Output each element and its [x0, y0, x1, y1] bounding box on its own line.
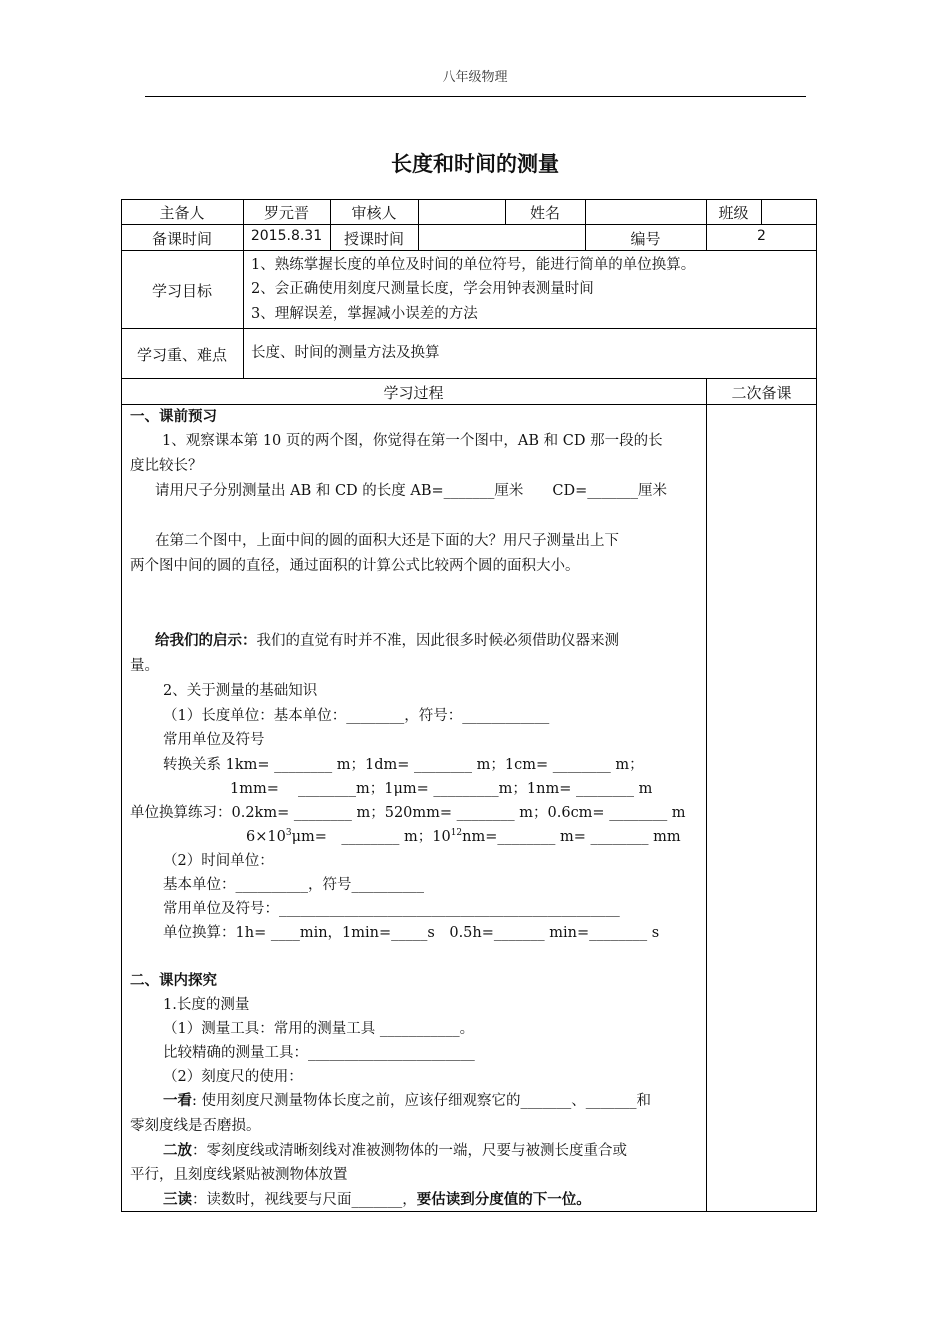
header-divider [145, 96, 806, 97]
prep-time-label: 备课时间 [151, 230, 212, 248]
focus-label: 学习重、难点 [136, 346, 227, 364]
text-line: （2）时间单位： [163, 853, 274, 869]
prep-time-value: 2015.8.31 [250, 228, 323, 244]
read-text: ：读数时，视线要与尺面_______， [192, 1192, 417, 1208]
blank-line: （1）长度单位：基本单位：________，符号：____________ [163, 708, 550, 724]
hint-line [155, 632, 619, 650]
lead-label: 主备人 [159, 204, 205, 222]
place-label: 二放 [163, 1143, 192, 1159]
col-divider [243, 199, 244, 378]
expr-exponent: 3 [285, 828, 292, 839]
expr-base: 6×10 [246, 829, 286, 845]
text-line: （2）刻度尺的使用： [163, 1069, 303, 1085]
row-divider [121, 404, 817, 405]
blank-line: 比较精确的测量工具：_______________________ [163, 1045, 475, 1061]
look-text: : 使用刻度尺测量物体长度之前，应该仔细观察它的_______、_______和 [192, 1093, 651, 1109]
read-label: 三读 [163, 1192, 192, 1208]
expr-mid: μm= ________ m；10 [291, 829, 451, 845]
place-line [163, 1142, 627, 1160]
hint-label: 给我们的启示： [155, 633, 257, 649]
text-line: 度比较长？ [130, 458, 203, 474]
blank-line: 基本单位：__________，符号__________ [163, 877, 424, 893]
text-line: 零刻度线是否磨损。 [130, 1118, 261, 1134]
place-text: ：零刻度线或清晰刻线对准被测物体的一端，尺要与被测长度重合或 [192, 1143, 627, 1159]
read-emphasis: 要估读到分度值的下一位。 [416, 1192, 591, 1208]
text-line: 在第二个图中，上面中间的圆的面积大还是下面的大？用尺子测量出上下 [155, 533, 619, 549]
col-divider [418, 199, 419, 250]
focus-value: 长度、时间的测量方法及换算 [251, 345, 440, 361]
number-value: 2 [757, 228, 766, 244]
section-heading: 二、课内探究 [130, 973, 217, 989]
blank-line: （1）测量工具：常用的测量工具 ___________。 [163, 1021, 475, 1037]
goal-item: 1、熟练掌握长度的单位及时间的单位符号，能进行简单的单位换算。 [251, 257, 696, 273]
reviewer-label: 审核人 [351, 204, 397, 222]
text-line: 平行，且刻度线紧贴被测物体放置 [130, 1167, 348, 1183]
expr-post: nm=________ m= ________ mm [462, 829, 681, 845]
section-heading: 一、课前预习 [130, 409, 217, 425]
text-line: 1、观察课本第 10 页的两个图，你觉得在第一个图中，AB 和 CD 那一段的长 [162, 433, 663, 449]
number-label: 编号 [630, 230, 661, 248]
hint-text: 我们的直觉有时并不准，因此很多时候必须借助仪器来测 [256, 633, 619, 649]
read-line [163, 1191, 591, 1209]
class-label: 班级 [718, 204, 749, 222]
teach-time-label: 授课时间 [343, 230, 404, 248]
col-divider [761, 199, 762, 224]
row-divider [121, 250, 817, 251]
expr-exponent: 12 [450, 828, 463, 839]
blank-line: 单位换算练习：0.2km= ________ m；520mm= ________ m；0.6cm= ________ m [130, 805, 686, 821]
text-line: 1.长度的测量 [163, 997, 250, 1013]
row-divider [121, 328, 817, 329]
col-divider [706, 378, 707, 1212]
process-label: 学习过程 [383, 384, 444, 402]
page-header: 八年级物理 [442, 70, 508, 85]
text-line: 两个图中间的圆的直径，通过面积的计算公式比较两个圆的面积大小。 [130, 558, 580, 574]
name-label: 姓名 [529, 204, 560, 222]
goal-item: 2、会正确使用刻度尺测量长度，学会用钟表测量时间 [251, 281, 594, 297]
blank-line: 1mm= ________m；1μm= _________m；1nm= ________ m [230, 781, 653, 797]
blank-line: 常用单位及符号：_______________________________________________ [163, 901, 620, 917]
blank-line [246, 828, 681, 846]
goals-label: 学习目标 [151, 282, 212, 300]
secondary-prep-label: 二次备课 [731, 384, 792, 402]
look-line [163, 1092, 651, 1110]
text-line: 2、关于测量的基础知识 [163, 683, 318, 699]
measure-blank-line: 请用尺子分别测量出 AB 和 CD 的长度 AB=_______厘米 CD=_______厘米 [155, 483, 668, 499]
text-line: 常用单位及符号 [163, 732, 265, 748]
row-divider [121, 224, 817, 225]
page-title: 长度和时间的测量 [391, 152, 559, 176]
lead-value: 罗元晋 [263, 204, 309, 222]
row-divider [121, 378, 817, 379]
goal-item: 3、理解误差，掌握减小误差的方法 [251, 306, 478, 322]
text-line: 量。 [130, 658, 159, 674]
blank-line: 单位换算：1h= ____min，1min=_____s 0.5h=_______ min=________ s [163, 925, 660, 941]
look-label: 一看 [163, 1093, 192, 1109]
blank-line: 转换关系 1km= ________ m；1dm= ________ m；1cm= ________ m； [163, 757, 644, 773]
